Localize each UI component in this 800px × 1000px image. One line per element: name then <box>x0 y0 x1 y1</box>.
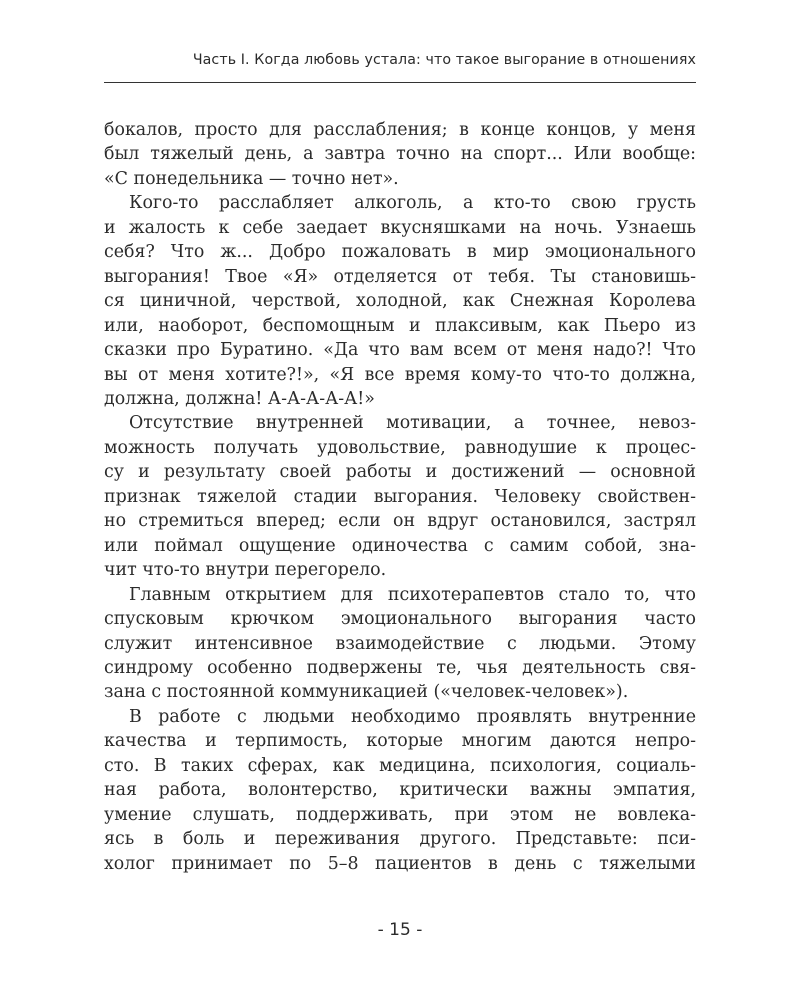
text-line: холог принимает по 5–8 пациентов в день с тяжелыми <box>104 853 696 874</box>
text-line: су и результату своей работы и достижений — основной <box>104 462 696 483</box>
running-head-title: Часть I. Когда любовь устала: что такое выгорание в отношениях <box>192 52 696 68</box>
text-line: «С понедельника — точно нет». <box>104 168 399 189</box>
text-line: умение слушать, поддерживать, при этом не вовлека- <box>104 804 696 825</box>
text-line: качества и терпимость, которые многим даются непро- <box>104 731 696 752</box>
text-line: признак тяжелой стадии выгорания. Человеку свойствен- <box>104 486 696 507</box>
text-line: синдрому особенно подвержены те, чья деятельность свя- <box>104 657 696 678</box>
text-line: ная работа, волонтерство, критически важны эмпатия, <box>104 780 696 801</box>
text-line: был тяжелый день, а завтра точно на спорт... Или вообще: <box>104 144 696 165</box>
text-line: Кого-то расслабляет алкоголь, а кто-то свою грусть <box>129 193 696 214</box>
text-line: бокалов, просто для расслабления; в конце концов, у меня <box>104 120 696 140</box>
text-line: чит что-то внутри перегорело. <box>104 560 387 581</box>
text-line: сказки про Буратино. «Да что вам всем от меня надо?! Что <box>104 340 696 361</box>
text-line: себя? Что ж... Добро пожаловать в мир эмоционального <box>104 242 696 263</box>
text-line: служит интенсивное взаимодействие с людьми. Этому <box>104 633 696 654</box>
text-line: зана с постоянной коммуникацией («человек-человек»). <box>104 682 629 703</box>
text-line: ся циничной, черствой, холодной, как Снежная Королева <box>104 291 696 312</box>
text-line: но стремиться вперед; если он вдруг остановился, застрял <box>104 511 696 532</box>
page-number: - 15 - <box>377 920 423 940</box>
header-rule <box>104 82 696 83</box>
text-line: и жалость к себе заедает вкусняшками на ночь. Узнаешь <box>104 217 696 238</box>
text-line: должна, должна! А-А-А-А-А!» <box>104 388 375 409</box>
text-line: Главным открытием для психотерапевтов стало то, что <box>129 584 696 605</box>
page-body <box>104 118 696 876</box>
text-line: В работе с людьми необходимо проявлять внутренние <box>129 706 696 727</box>
text-line: сто. В таких сферах, как медицина, психология, социаль- <box>104 755 696 776</box>
text-line: Отсутствие внутренней мотивации, а точнее, невоз- <box>129 413 696 434</box>
text-line: ясь в боль и переживания другого. Представьте: пси- <box>104 829 696 850</box>
text-line: выгорания! Твое «Я» отделяется от тебя. Ты становишь- <box>104 266 696 287</box>
text-line: вы от меня хотите?!», «Я все время кому-то что-то должна, <box>104 364 696 385</box>
text-line: спусковым крючком эмоционального выгорания часто <box>104 609 696 630</box>
text-line: или поймал ощущение одиночества с самим собой, зна- <box>104 535 696 556</box>
text-line: или, наоборот, беспомощным и плаксивым, как Пьеро из <box>104 315 696 336</box>
text-line: можность получать удовольствие, равнодушие к процес- <box>104 437 696 458</box>
